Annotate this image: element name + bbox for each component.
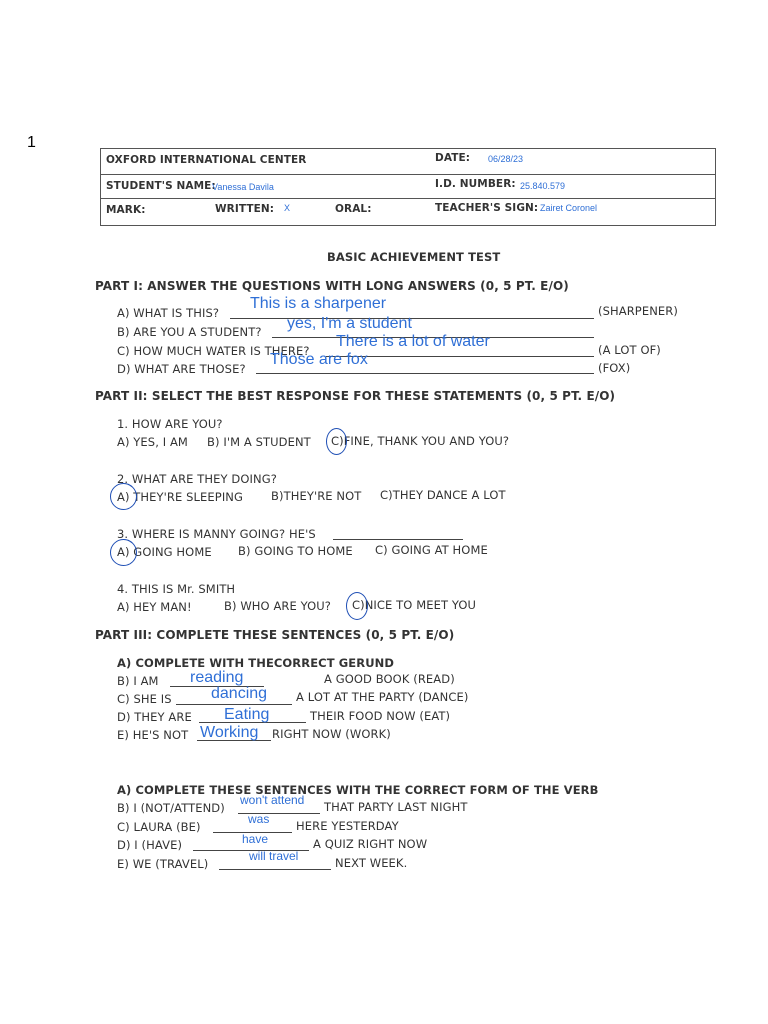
- gerund-b-answer: reading: [190, 669, 244, 686]
- selected-answer-circle: [346, 592, 368, 620]
- part1-hint-a: (SHARPENER): [598, 304, 678, 318]
- part2-q4-option-c: C)NICE TO MEET YOU: [352, 598, 476, 612]
- selected-answer-circle: [326, 428, 347, 455]
- part2-q4: 4. THIS IS Mr. SMITH: [117, 582, 236, 596]
- gerund-e-answer: Working: [200, 724, 259, 741]
- verb-b-answer: won't attend: [240, 793, 305, 807]
- part1-question-d: D) WHAT ARE THOSE?: [117, 362, 246, 376]
- part1-heading: PART I: ANSWER THE QUESTIONS WITH LONG ANSWERS (0, 5 PT. E/O): [95, 279, 569, 293]
- teacher-sign-value: Zairet Coronel: [540, 203, 598, 213]
- gerund-e-prefix: E) HE'S NOT: [117, 728, 189, 742]
- part2-q4-option-b: B) WHO ARE YOU?: [224, 599, 332, 613]
- part1-question-b: B) ARE YOU A STUDENT?: [117, 325, 262, 339]
- part1-answer-d: Those are fox: [270, 351, 368, 368]
- part1-hint-d: (FOX): [598, 361, 631, 375]
- verb-e-suffix: NEXT WEEK.: [335, 856, 408, 870]
- verb-b-prefix: B) I (NOT/ATTEND): [117, 801, 225, 815]
- part1-question-a: A) WHAT IS THIS?: [117, 306, 220, 320]
- part1-answer-b: yes, I'm a student: [287, 315, 412, 332]
- part2-q3-option-c: C) GOING AT HOME: [375, 543, 488, 557]
- gerund-c-suffix: A LOT AT THE PARTY (DANCE): [296, 690, 469, 704]
- gerund-c-prefix: C) SHE IS: [117, 692, 172, 706]
- gerund-d-answer: Eating: [224, 706, 270, 723]
- mark-label: MARK:: [106, 204, 146, 216]
- verb-c-answer: was: [248, 812, 270, 826]
- answer-line: [333, 539, 463, 540]
- written-value: X: [284, 203, 291, 213]
- written-label: WRITTEN:: [215, 203, 275, 215]
- gerund-b-suffix: A GOOD BOOK (READ): [324, 672, 455, 686]
- gerund-d-prefix: D) THEY ARE: [117, 710, 192, 724]
- part2-q1-option-b: B) I'M A STUDENT: [207, 435, 311, 449]
- student-name-label: STUDENT'S NAME:: [106, 180, 216, 192]
- part2-q1-option-c: C)FINE, THANK YOU AND YOU?: [331, 434, 510, 448]
- gerund-d-suffix: THEIR FOOD NOW (EAT): [310, 709, 451, 723]
- gerund-instruction: A) COMPLETE WITH THECORRECT GERUND: [117, 656, 395, 670]
- header-divider: [101, 174, 715, 175]
- verb-d-prefix: D) I (HAVE): [117, 838, 183, 852]
- verb-b-suffix: THAT PARTY LAST NIGHT: [324, 800, 468, 814]
- part2-heading: PART II: SELECT THE BEST RESPONSE FOR THESE STATEMENTS (0, 5 PT. E/O): [95, 389, 616, 403]
- page-number: 1: [27, 134, 36, 151]
- date-value: 06/28/23: [488, 154, 524, 164]
- part2-q3: 3. WHERE IS MANNY GOING? HE'S: [117, 527, 316, 541]
- verb-d-answer: have: [242, 832, 269, 846]
- gerund-e-suffix: RIGHT NOW (WORK): [272, 727, 391, 741]
- part2-q4-option-a: A) HEY MAN!: [117, 600, 192, 614]
- selected-answer-circle: [110, 483, 137, 510]
- part2-q3-option-b: B) GOING TO HOME: [238, 544, 353, 558]
- selected-answer-circle: [110, 539, 137, 566]
- oral-label: ORAL:: [335, 203, 372, 215]
- header-divider: [101, 198, 715, 199]
- answer-line: [219, 869, 331, 870]
- part3-heading: PART III: COMPLETE THESE SENTENCES (0, 5 PT. E/O): [95, 628, 455, 642]
- verb-c-suffix: HERE YESTERDAY: [296, 819, 399, 833]
- part1-answer-a: This is a sharpener: [250, 295, 387, 312]
- student-name-value: Vanessa Davila: [212, 182, 274, 192]
- part2-q2-option-c: C)THEY DANCE A LOT: [380, 488, 506, 502]
- part2-q2-option-a: A) THEY'RE SLEEPING: [117, 490, 244, 504]
- school-name: OXFORD INTERNATIONAL CENTER: [106, 154, 307, 166]
- id-number-label: I.D. NUMBER:: [435, 178, 516, 190]
- answer-line: [230, 318, 594, 319]
- verb-e-answer: will travel: [249, 849, 299, 863]
- part2-q2: 2. WHAT ARE THEY DOING?: [117, 472, 277, 486]
- date-label: DATE:: [435, 152, 471, 164]
- answer-line: [176, 704, 292, 705]
- part2-q1: 1. HOW ARE YOU?: [117, 417, 223, 431]
- teacher-sign-label: TEACHER'S SIGN:: [435, 202, 539, 214]
- gerund-c-answer: dancing: [211, 685, 268, 702]
- part1-answer-c: There is a lot of water: [336, 333, 490, 350]
- test-title: BASIC ACHIEVEMENT TEST: [327, 250, 501, 264]
- part1-hint-c: (A LOT OF): [598, 343, 661, 357]
- verb-c-prefix: C) LAURA (BE): [117, 820, 201, 834]
- part2-q2-option-b: B)THEY'RE NOT: [271, 489, 362, 503]
- verb-instruction: A) COMPLETE THESE SENTENCES WITH THE CORRECT FORM OF THE VERB: [117, 783, 599, 797]
- part2-q1-option-a: A) YES, I AM: [117, 435, 188, 449]
- answer-line: [256, 373, 594, 374]
- verb-d-suffix: A QUIZ RIGHT NOW: [313, 837, 428, 851]
- part1-question-c: C) HOW MUCH WATER IS THERE?: [117, 344, 310, 358]
- id-number-value: 25.840.579: [520, 181, 566, 191]
- verb-e-prefix: E) WE (TRAVEL): [117, 857, 209, 871]
- gerund-b-prefix: B) I AM: [117, 674, 159, 688]
- part2-q3-option-a: A) GOING HOME: [117, 545, 212, 559]
